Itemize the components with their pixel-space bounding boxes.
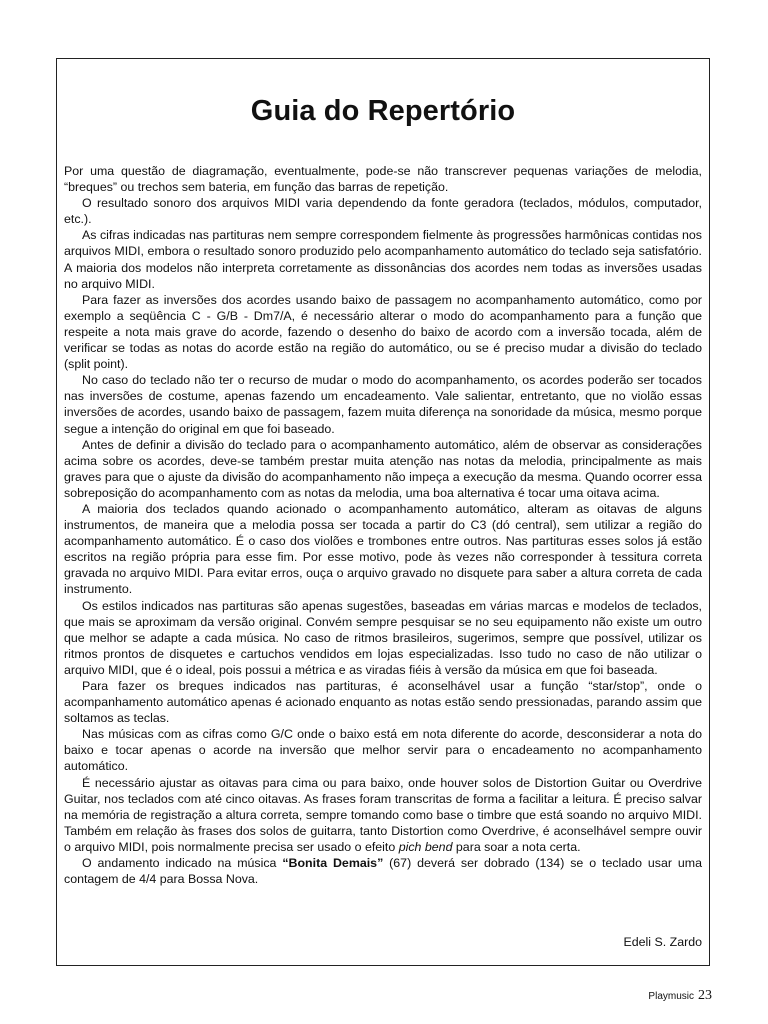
article-frame <box>56 58 710 966</box>
paragraph <box>64 372 702 436</box>
paragraph-text: A maioria dos teclados quando acionado o acompanhamento automático, alteram as oitavas de alguns instrumentos, de maneira que a melodia possa ser tocada a partir do C3 (dó central), sem utilizar a região do acompanhamento automático. É o caso dos violões e trombones entre outros. Nas partituras esses solos já estão escritos na região própria para esse fim. Por esse motivo, pode às vezes não corresponder à tessitura correta gravada no arquivo MIDI. Para evitar erros, ouça o arquivo gravado no disquete para saber a altura correta de cada instrumento. <box>64 501 702 597</box>
paragraph-text: Para fazer as inversões dos acordes usando baixo de passagem no acompanhamento automático, como por exemplo a seqüência C - G/B - Dm7/A, é necessário alterar o modo do acompanhamento para a função que respeite a nota mais grave do acorde, fazendo o desenho do baixo de acordo com a inversão tocada, além de verificar se todas as notas do acorde estão na região do automático, ou se é preciso mudar a divisão do teclado (split point). <box>64 292 702 372</box>
paragraph-text: Nas músicas com as cifras como G/C onde o baixo está em nota diferente do acorde, desconsiderar a nota do baixo e tocar apenas o acorde na inversão que melhor servir para o encadeamento no acompanhamento automático. <box>64 727 702 774</box>
paragraph <box>64 292 702 372</box>
footer-brand: Playmusic <box>648 991 694 1002</box>
paragraph <box>64 598 702 678</box>
author-signature: Edeli S. Zardo <box>623 935 702 949</box>
paragraph <box>64 195 702 227</box>
paragraph-text: O resultado sonoro dos arquivos MIDI varia dependendo da fonte geradora (teclados, módulos, computador, etc.). <box>64 196 702 227</box>
song-title: “Bonita Demais” <box>282 856 384 871</box>
paragraph <box>64 726 702 774</box>
paragraph <box>64 775 702 855</box>
paragraph-text: Por uma questão de diagramação, eventualmente, pode-se não transcrever pequenas variações de melodia, “breques” ou trechos sem bateria, em função das barras de repetição. <box>64 164 702 195</box>
page-number: 23 <box>698 988 712 1003</box>
paragraph-text: Antes de definir a divisão do teclado para o acompanhamento automático, além de observar as considerações acima sobre os acordes, deve-se também prestar muita atenção nas notas da melodia, principalmente as mais graves para que o ajuste da divisão do acompanhamento não impeça a execução da mesma. Quando ocorrer essa sobreposição do acompanhamento com as notas da melodia, uma boa alternativa é tocar uma oitava acima. <box>64 437 702 500</box>
page-title: Guia do Repertório <box>250 95 516 127</box>
paragraph-text: Para fazer os breques indicados nas partituras, é aconselhável usar a função “star/stop”, onde o acompanhamento automático apenas é acionado enquanto as notas estão sendo pressionadas, parando assim que soltamos as teclas. <box>64 679 702 726</box>
paragraph-text: É necessário ajustar as oitavas para cima ou para baixo, onde houver solos de Distortion Guitar ou Overdrive Guitar, nos teclados com até cinco oitavas. As frases foram transcritas de forma a facilitar a leitura. É preciso salvar na memória de registração a altura correta, sempre tomando como base o timbre que está soando no arquivo MIDI. Também em relação às frases dos solos de guitarra, tanto Distortion como Overdrive, é aconselhável sempre ouvir o arquivo MIDI, pois normalmente precisa ser usado o efeito <box>64 775 702 854</box>
page-footer <box>648 988 712 1004</box>
paragraph <box>64 163 702 195</box>
paragraph-text: (67) deverá ser dobrado (134) se o teclado usar uma contagem de 4/4 para Bossa Nova. <box>64 856 702 887</box>
paragraph <box>64 437 702 501</box>
paragraph-text: para soar a nota certa. <box>452 839 581 854</box>
effect-term: pich bend <box>398 839 453 854</box>
article-body <box>64 163 702 887</box>
paragraph-text: No caso do teclado não ter o recurso de mudar o modo do acompanhamento, os acordes poderão ser tocados nas inversões de costume, apenas fazendo um encadeamento. Vale salientar, entretanto, que no violão essas inversões de acordes, usando baixo de passagem, fazem muita diferença na sonoridade da música, mesmo porque segue a intenção do original em que foi baseado. <box>64 373 702 436</box>
paragraph <box>64 855 702 887</box>
paragraph <box>64 227 702 291</box>
paragraph-text: O andamento indicado na música <box>82 856 283 871</box>
paragraph <box>64 678 702 726</box>
paragraph-text: Os estilos indicados nas partituras são apenas sugestões, baseadas em várias marcas e modelos de teclados, que mais se aproximam da versão original. Convém sempre pesquisar se no seu equipamento não existe um outro que melhor se adapte a cada música. No caso de ritmos brasileiros, sugerimos, sempre que possível, utilizar os ritmos prontos de disquetes e cartuchos vendidos em lojas especializadas. Isso tudo no caso de não utilizar o arquivo MIDI, que é o ideal, pois possui a métrica e as viradas fiéis à versão da música em que foi baseada. <box>64 598 702 677</box>
paragraph <box>64 501 702 598</box>
paragraph-text: As cifras indicadas nas partituras nem sempre correspondem fielmente às progressões harmônicas contidas nos arquivos MIDI, embora o resultado sonoro produzido pelo acompanhamento automático do teclado seja satisfatório. A maioria dos modelos não interpreta corretamente as dissonâncias dos acordes nem todas as inversões usadas no arquivo MIDI. <box>64 228 702 291</box>
